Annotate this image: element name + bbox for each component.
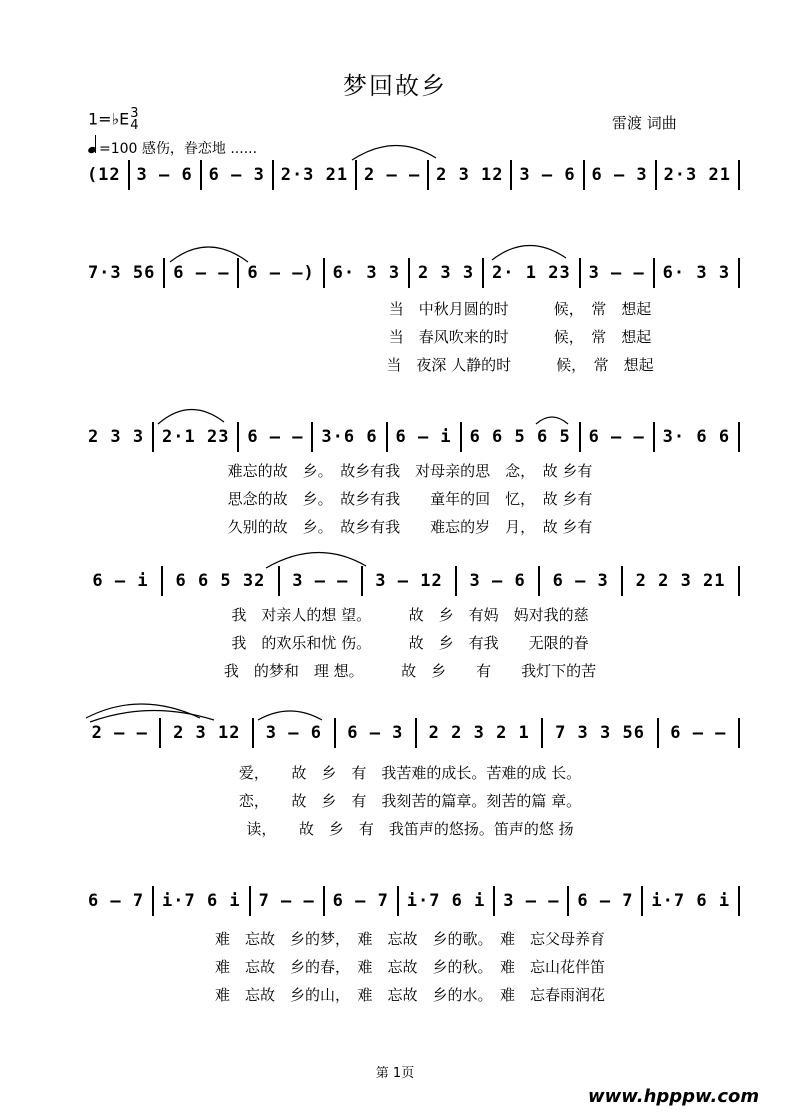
measure: 3·6 6 <box>321 427 378 447</box>
lyric-text: 久别的故 乡。 故乡有我 难忘的岁 月， 故 乡有 <box>227 518 593 536</box>
measure: 3 – 6 <box>265 723 322 743</box>
staff-line-3 <box>80 422 740 452</box>
lyric-text: 读， 故 乡 有 我笛声的悠扬。笛声的悠 扬 <box>246 820 574 838</box>
lyric-line <box>80 460 740 482</box>
time-signature <box>130 108 138 132</box>
barline <box>738 160 740 190</box>
measure: 2 – – <box>91 723 148 743</box>
measure: 2 2 3 21 <box>635 571 726 591</box>
lyric-text: 我 的梦和 理 想。 故 乡 有 我灯下的苦 <box>223 662 597 680</box>
staff-line-4 <box>80 566 740 596</box>
lyric-line <box>80 488 740 510</box>
measure: 2·3 21 <box>663 165 731 185</box>
lyric-text: 难忘的故 乡。 故乡有我 对母亲的思 念， 故 乡有 <box>227 462 593 480</box>
measure: 6 – 3 <box>591 165 648 185</box>
measure: i·7 6 i <box>651 891 731 911</box>
measure: 2 – – <box>364 165 421 185</box>
lyric-text: 难 忘故 乡的春， 难 忘故 乡的秋。 难 忘山花伴笛 <box>214 958 605 976</box>
lyric-line <box>80 762 740 784</box>
lyric-line <box>80 818 740 840</box>
barline <box>738 258 740 288</box>
page-number: 第 1页 <box>375 1066 415 1081</box>
barline <box>738 566 740 596</box>
measure: 6 – i <box>92 571 149 591</box>
measure: 2·1 23 <box>162 427 230 447</box>
lyric-line <box>80 928 740 950</box>
time-signature-top: 3 <box>130 106 139 121</box>
measure: 6 6 5 32 <box>175 571 266 591</box>
measure: 3 – – <box>588 263 645 283</box>
measure: 7 – – <box>258 891 315 911</box>
measure: 6 – 7 <box>87 891 145 911</box>
measure: 6 – 7 <box>332 891 389 911</box>
measure: 6 – 7 <box>577 891 634 911</box>
measure: 2 3 3 <box>417 263 475 283</box>
site-watermark: www.hpppw.com <box>588 1086 760 1107</box>
composer-credit: 雷渡 词曲 <box>612 114 677 132</box>
measure: 7·3 56 <box>87 263 156 283</box>
measure: 2 3 3 <box>87 427 145 447</box>
measure: 3 – – <box>503 891 560 911</box>
lyric-text: 我 的欢乐和忧 伤。 故 乡 有我 无限的眷 <box>231 634 589 652</box>
measure: 2·3 21 <box>280 165 349 185</box>
measure: 6 – –) <box>247 263 315 283</box>
measure: 6 – 3 <box>208 165 265 185</box>
key-note: E <box>119 109 130 129</box>
tempo-text: =100 感伤，眷恋地 ...... <box>99 141 258 157</box>
measure: i·7 6 i <box>162 891 241 911</box>
measure: 3 – 12 <box>375 571 443 591</box>
measure: 2 3 12 <box>173 723 241 743</box>
lyric-line <box>80 956 740 978</box>
lyric-text: 难 忘故 乡的梦， 难 忘故 乡的歌。 难 忘父母养育 <box>214 930 605 948</box>
tempo-marking <box>88 138 257 158</box>
lyric-line <box>80 604 740 626</box>
key-signature <box>88 108 139 132</box>
measure: 3 – 6 <box>519 165 576 185</box>
barline <box>738 718 740 748</box>
measure: 3 – 6 <box>469 571 526 591</box>
slur <box>352 145 436 160</box>
note-stem-icon <box>95 135 96 153</box>
measure: 2 3 12 <box>436 165 504 185</box>
lyric-text: 爱， 故 乡 有 我苦难的成长。苦难的成 长。 <box>238 764 582 782</box>
measure: 6 – – <box>588 427 645 447</box>
lyric-line <box>300 298 740 320</box>
song-title: 梦回故乡 <box>343 72 447 100</box>
lyric-text: 难 忘故 乡的山， 难 忘故 乡的水。 难 忘春雨润花 <box>214 986 605 1004</box>
lyric-text: 当 夜深 人静的时 候， 常 想起 <box>386 356 654 374</box>
lyric-text: 恋， 故 乡 有 我刻苦的篇章。刻苦的篇 章。 <box>238 792 582 810</box>
measure: 6· 3 3 <box>662 263 731 283</box>
lyric-line <box>300 326 740 348</box>
lyric-text: 我 对亲人的想 望。 故 乡 有妈 妈对我的慈 <box>231 606 589 624</box>
lyric-line <box>80 516 740 538</box>
measure: 2· 1 23 <box>492 263 571 283</box>
measure: 3 – – <box>292 571 349 591</box>
lyric-line <box>300 354 740 376</box>
staff-line-6 <box>80 886 740 916</box>
key-prefix: 1= <box>88 109 112 129</box>
staff-line-5 <box>80 718 740 748</box>
barline <box>738 422 740 452</box>
lyric-line <box>80 632 740 654</box>
measure: (12 <box>86 165 121 185</box>
slur <box>86 704 200 718</box>
measure: 3· 6 6 <box>662 427 731 447</box>
lyric-text: 思念的故 乡。 故乡有我 童年的回 忆， 故 乡有 <box>227 490 593 508</box>
measure: 6 – – <box>670 723 727 743</box>
lyric-line <box>80 984 740 1006</box>
measure: 6 – i <box>395 427 452 447</box>
measure: 6 – – <box>247 427 304 447</box>
lyric-line <box>80 660 740 682</box>
time-signature-bottom: 4 <box>130 118 139 133</box>
measure: 6 6 5 6 5 <box>469 427 571 447</box>
lyric-text: 当 中秋月圆的时 候， 常 想起 <box>388 300 652 318</box>
lyric-text: 当 春风吹来的时 候， 常 想起 <box>388 328 652 346</box>
staff-line-1 <box>80 160 740 190</box>
flat-symbol: ♭ <box>111 109 120 129</box>
staff-line-2 <box>80 258 740 288</box>
measure: 3 – 6 <box>136 165 193 185</box>
barline <box>738 886 740 916</box>
measure: 6 – 3 <box>347 723 404 743</box>
measure: i·7 6 i <box>406 891 486 911</box>
measure: 7 3 3 56 <box>555 723 645 743</box>
measure: 6 – – <box>173 263 230 283</box>
measure: 6· 3 3 <box>332 263 401 283</box>
measure: 6 – 3 <box>552 571 609 591</box>
lyric-line <box>80 790 740 812</box>
measure: 2 2 3 2 1 <box>428 723 530 743</box>
